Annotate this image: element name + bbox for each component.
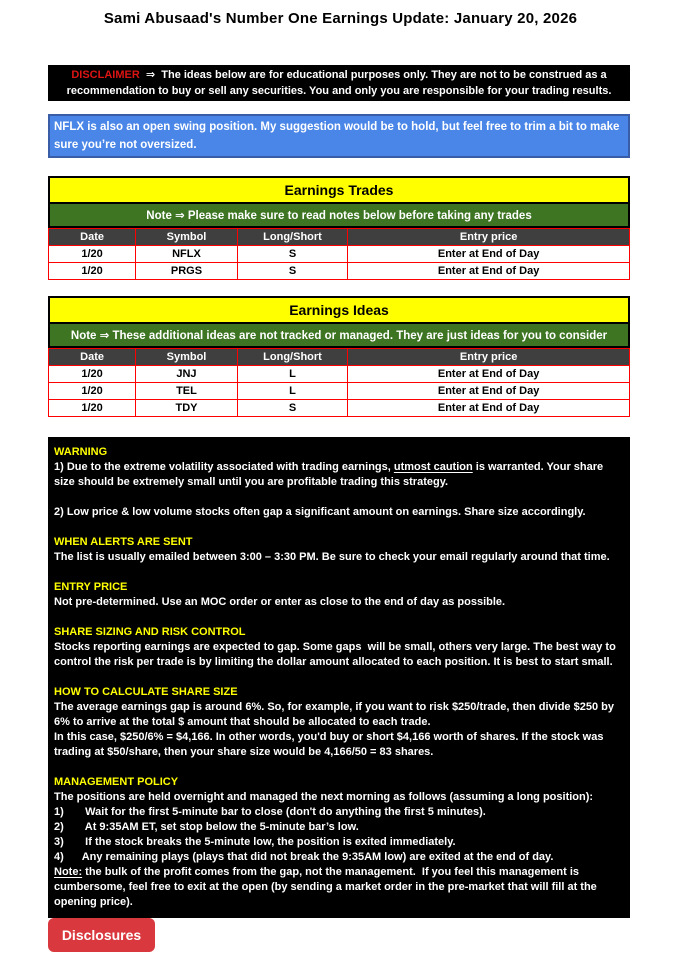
note-line — [54, 865, 624, 910]
column-header: Entry price — [348, 229, 630, 246]
note-line — [54, 790, 624, 805]
note-text: The positions are held overnight and managed the next morning as follows (assuming a long position): — [54, 791, 594, 803]
column-header: Entry price — [348, 349, 630, 366]
note-line — [54, 700, 624, 730]
column-header: Date — [49, 349, 136, 366]
cell: 1/20 — [49, 366, 136, 383]
cell: S — [237, 400, 347, 417]
note-text: 3) If the stock breaks the 5-minute low, the position is exited immediately. — [54, 836, 456, 848]
cell: Enter at End of Day — [348, 366, 630, 383]
cell: TDY — [136, 400, 238, 417]
earnings-ideas-title: Earnings Ideas — [48, 296, 630, 324]
column-header: Symbol — [136, 349, 238, 366]
disclaimer-text: The ideas below are for educational purposes only. They are not to be construed as a recommendation to buy or sell any securities. You and only you are responsible for your trading results. — [66, 69, 612, 97]
page-title: Sami Abusaad's Number One Earnings Update: January 20, 2026 — [103, 10, 578, 27]
earnings-trades-table — [48, 228, 630, 280]
cell: 1/20 — [49, 246, 136, 263]
note-line — [54, 550, 624, 565]
earnings-trades-section — [48, 176, 630, 280]
note-text: 1) Due to the extreme volatility associated with trading earnings, — [54, 461, 394, 473]
note-line — [54, 850, 624, 865]
note-spacer — [54, 490, 624, 505]
column-header: Long/Short — [237, 229, 347, 246]
note-text: Stocks reporting earnings are expected to gap. Some gaps will be small, others very large. The best way to control the risk per trade is by limiting the dollar amount allocated to each position. It is best to start small. — [54, 641, 619, 668]
cell: JNJ — [136, 366, 238, 383]
disclaimer-label: DISCLAIMER — [71, 69, 140, 81]
table-row — [49, 246, 630, 263]
double-arrow-icon: ⇒ — [139, 69, 162, 81]
cell: NFLX — [136, 246, 238, 263]
disclosures-button[interactable]: Disclosures — [48, 918, 155, 952]
note-spacer — [54, 565, 624, 580]
document-body — [48, 65, 630, 918]
column-header: Long/Short — [237, 349, 347, 366]
cell: Enter at End of Day — [348, 263, 630, 280]
earnings-trades-note: Note ⇒ Please make sure to read notes below before taking any trades — [48, 204, 630, 228]
table-row — [49, 366, 630, 383]
cell: Enter at End of Day — [348, 383, 630, 400]
notes-box — [48, 437, 630, 918]
earnings-ideas-table — [48, 348, 630, 417]
note-heading: WHEN ALERTS ARE SENT — [54, 536, 193, 548]
cell: Enter at End of Day — [348, 246, 630, 263]
cell: L — [237, 383, 347, 400]
note-line — [54, 730, 624, 760]
underlined-text: utmost caution — [393, 461, 473, 473]
note-text: is warranted. Your share size should be extremely small until you are profitable trading this strategy. — [54, 461, 607, 488]
underlined-text: Note: — [54, 866, 83, 878]
cell: 1/20 — [49, 400, 136, 417]
cell: S — [237, 263, 347, 280]
cell: Enter at End of Day — [348, 400, 630, 417]
note-heading: ENTRY PRICE — [54, 581, 128, 593]
note-heading: WARNING — [54, 446, 108, 458]
note-spacer — [54, 520, 624, 535]
cell: S — [237, 246, 347, 263]
note-line — [54, 805, 624, 820]
cell: 1/20 — [49, 383, 136, 400]
note-line — [54, 820, 624, 835]
earnings-trades-title: Earnings Trades — [48, 176, 630, 204]
note-text: 2) Low price & low volume stocks often gap a significant amount on earnings. Share size accordingly. — [54, 506, 586, 518]
table-header-row — [49, 229, 630, 246]
table-row — [49, 400, 630, 417]
note-heading: SHARE SIZING AND RISK CONTROL — [54, 626, 246, 638]
note-text: 1) Wait for the first 5-minute bar to close (don't do anything the first 5 minutes). — [54, 806, 486, 818]
table-row — [49, 263, 630, 280]
note-line — [54, 460, 624, 490]
note-text: The list is usually emailed between 3:00 – 3:30 PM. Be sure to check your email regularly around that time. — [54, 551, 610, 563]
cell: L — [237, 366, 347, 383]
note-text: 4) Any remaining plays (plays that did not break the 9:35AM low) are exited at the end of day. — [54, 851, 554, 863]
swing-position-note: NFLX is also an open swing position. My suggestion would be to hold, but feel free to trim a bit to make sure you’re not oversized. — [48, 114, 630, 158]
note-line — [54, 595, 624, 610]
note-text: the bulk of the profit comes from the gap, not the management. If you feel this management is cumbersome, feel free to exit at the open (by sending a market order in the pre-market that will fill at the opening price). — [54, 866, 600, 908]
cell: 1/20 — [49, 263, 136, 280]
cell: TEL — [136, 383, 238, 400]
earnings-ideas-note: Note ⇒ These additional ideas are not tracked or managed. They are just ideas for you to consider — [48, 324, 630, 348]
note-line — [54, 505, 624, 520]
column-header: Symbol — [136, 229, 238, 246]
note-text: The average earnings gap is around 6%. So, for example, if you want to risk $250/trade, then divide $250 by 6% to arrive at the total $ amount that should be allocated to each trade. — [54, 701, 618, 728]
column-header: Date — [49, 229, 136, 246]
note-spacer — [54, 670, 624, 685]
table-header-row — [49, 349, 630, 366]
note-text: In this case, $250/6% = $4,166. In other words, you'd buy or short $4,166 worth of shares. If the stock was trading at $50/share, then your share size would be 4,166/50 = 83 shares. — [54, 731, 607, 758]
note-line — [54, 835, 624, 850]
note-text: Not pre-determined. Use an MOC order or enter as close to the end of day as possible. — [54, 596, 506, 608]
note-spacer — [54, 760, 624, 775]
note-spacer — [54, 610, 624, 625]
table-row — [49, 383, 630, 400]
disclaimer-bar — [48, 65, 630, 101]
note-line — [54, 640, 624, 670]
note-text: 2) At 9:35AM ET, set stop below the 5-minute bar’s low. — [54, 821, 359, 833]
cell: PRGS — [136, 263, 238, 280]
note-heading: MANAGEMENT POLICY — [54, 776, 179, 788]
earnings-ideas-section — [48, 296, 630, 417]
note-heading: HOW TO CALCULATE SHARE SIZE — [54, 686, 238, 698]
